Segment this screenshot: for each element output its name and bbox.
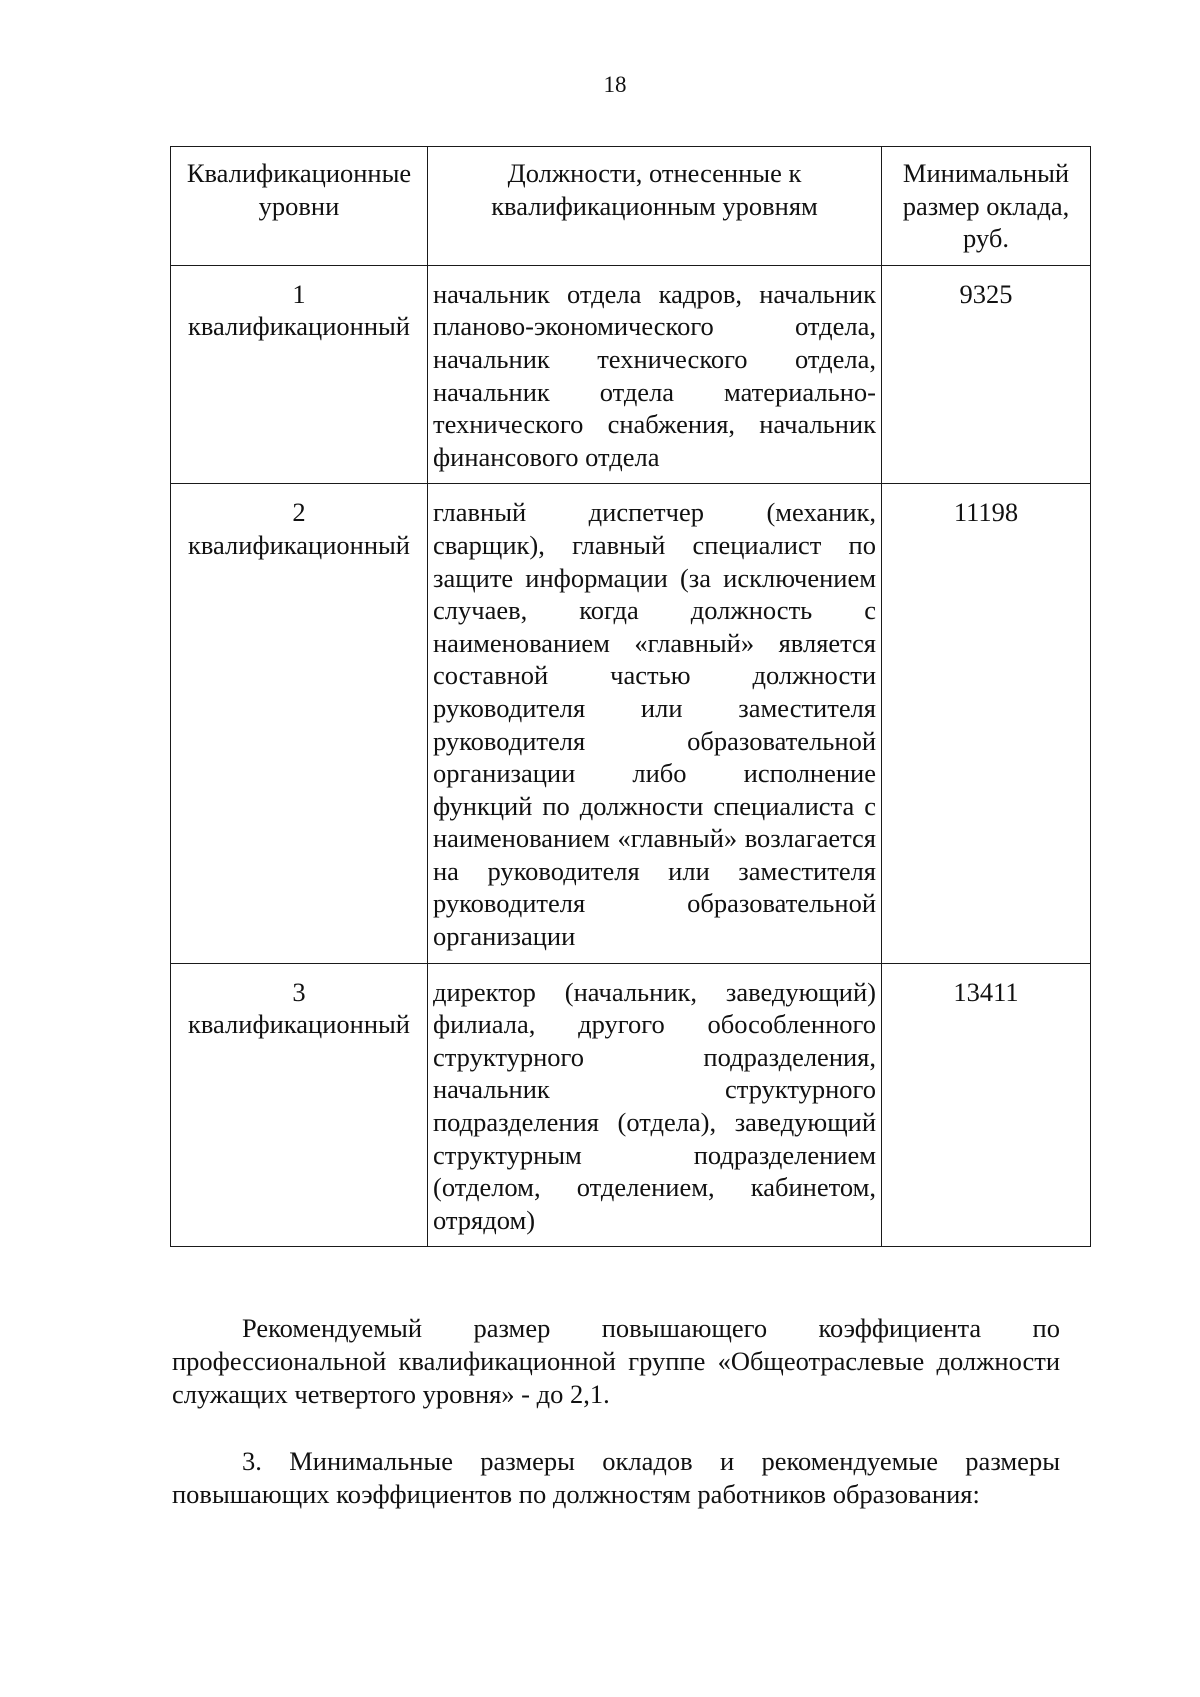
level-number: 1 [292, 278, 306, 309]
salary-cell: 9325 [882, 265, 1091, 484]
salary-cell: 13411 [882, 963, 1091, 1247]
coefficient-paragraph: Рекомендуемый размер повышающего коэффициента по профессиональной квалификационной группе «Общеотраслевые должности служащих четвертого уровня» - до 2,1. [172, 1313, 1060, 1409]
level-number: 3 [292, 976, 306, 1007]
level-cell [171, 484, 428, 963]
level-label: квалификационный [188, 311, 410, 342]
level-label: квалификационный [188, 1009, 410, 1040]
positions-cell: директор (начальник, заведующий) филиала, другого обособленного структурного подразделения, начальник структурного подразделения (отдела), заведующий структурным подразделением (отделом, отделением, кабинетом, отрядом) [428, 963, 882, 1247]
table-row [171, 265, 1091, 484]
table-row [171, 484, 1091, 963]
level-cell [171, 265, 428, 484]
table-row [171, 963, 1091, 1247]
salary-cell: 11198 [882, 484, 1091, 963]
header-levels: Квалификационные уровни [171, 147, 428, 266]
qualification-table [170, 146, 1091, 1247]
section-3-paragraph: 3. Минимальные размеры окладов и рекомендуемые размеры повышающих коэффициентов по должностям работников образования: [172, 1446, 1060, 1509]
table-header-row [171, 147, 1091, 266]
header-min-salary: Минимальный размер оклада, руб. [882, 147, 1091, 266]
page-number: 18 [603, 72, 627, 97]
positions-cell: главный диспетчер (механик, сварщик), главный специалист по защите информации (за исключением случаев, когда должность с наименованием «главный» является составной частью должности руководителя или заместителя руководителя образовательной организации либо исполнение функций по должности специалиста с наименованием «главный» возлагается на руководителя или заместителя руководителя образовательной организации [428, 484, 882, 963]
level-label: квалификационный [188, 529, 410, 560]
header-positions: Должности, отнесенные к квалификационным уровням [428, 147, 882, 266]
positions-cell: начальник отдела кадров, начальник планово-экономического отдела, начальник технического отдела, начальник отдела материально-технического снабжения, начальник финансового отдела [428, 265, 882, 484]
level-cell [171, 963, 428, 1247]
level-number: 2 [292, 497, 306, 528]
